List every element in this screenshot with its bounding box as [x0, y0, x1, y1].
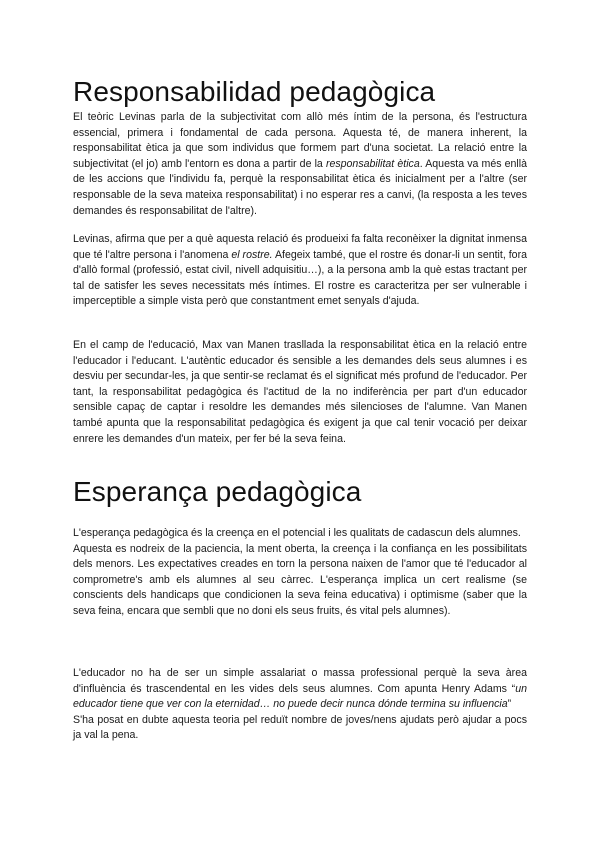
paragraph-levinas-rostre: [73, 232, 527, 310]
paragraph-text: S'ha posat en dubte aquesta teoria pel reduït nombre de joves/nens ajudats però ajudar a pocs ja val la pena.: [73, 713, 527, 742]
paragraph-text: El teòric Levinas parla de la subjectivitat com allò més íntim de la persona, és l'estructura essencial, primera i fondamental de cada persona. Aquesta té, de manera inherent, la responsabilitat ètica ja que som individus que formem part d'una societat. La relació entre la subjectivitat (el jo) amb l'entorn es dona a partir de la: [73, 111, 527, 170]
paragraph-text: . Aquesta va més enllà de les accions que l'individu fa, perquè la responsabilitat ètica és inicialment per a l'altre (ser responsable de la seva mateixa responsabilitat) i no esperar res a canvi, (la resposta a les teves demandes és responsabilitat de l'altre).: [73, 157, 528, 217]
quote-text: un educador tiene que ver con la eternidad… no puede decir nunca dónde termina su influencia: [73, 682, 527, 711]
paragraph-van-manen: En el camp de l'educació, Max van Manen trasllada la responsabilitat ètica en la relació entre l'educador i l'educant. L'autèntic educador és sensible a les demandes dels seus alumnes i es desviu per secundar-les, ja que sentir-se reclamat és el significat més profund de l'educador. Per tant, la responsabilitat pedagògica és l'actitud de la no indiferència per part d'un educador sensible capaç de captar i resoldre les demandes més silencioses de l'alumne. Van Manen també apunta que la responsabilitat pedagògica és exigent ja que cal tenir vocació per deixar enrere les demandes d'un mateix, per fer bé la seva feina.: [73, 339, 527, 445]
section-title-esperanca: Esperança pedagògica: [73, 476, 362, 507]
section-title-responsabilidad: Responsabilidad pedagògica: [73, 76, 436, 107]
emphasis-text: el rostre.: [231, 248, 273, 261]
paragraph-text: L'educador no ha de ser un simple assalariat o massa professional perquè la seva àrea d'influència és trascendental en les vides dels seus alumnes. Com apunta Henry Adams “: [73, 667, 527, 695]
emphasis-text: responsabilitat ètica: [325, 157, 420, 170]
paragraph-text: Levinas, afirma que per a què aquesta relació és produeixi fa falta reconèixer la dignitat inmensa que té l'altre persona i l'anomena: [73, 233, 527, 261]
paragraph-educador-influencia: [73, 666, 527, 744]
paragraph-text: Aquesta es nodreix de la paciencia, la ment oberta, la creença i la confiança en les possibilitats dels menors. Les expectatives creades en torn la persona naixen de l'amor que té l'educador al comprometre's amb els alumnes al seu càrrec. L'esperança implica un cert realisme (se conscients dels handicaps que condicionen la seva feina educativa) i optimisme (saber que la seva feina, encara que sembli que no doni els seus fruits, és vital pels alumnes).: [73, 542, 527, 617]
paragraph-esperanca-definition: [73, 526, 527, 620]
paragraph-text: Afegeix també, que el rostre és donar-li un sentit, fora d'allò formal (professió, estat civil, nivell adquisitiu…), a la persona amb la què estas tractant per tal de satisfer les seves necessitats més íntimes. El rostre es caracteritza per ser vulnerable i imperceptible a simple vista però que constantment emet senyals d'ajuda.: [73, 248, 527, 308]
quote-close: ”: [507, 698, 512, 711]
paragraph-text: L'esperança pedagògica és la creença en el potencial i les qualitats de cadascun dels alumnes.: [73, 527, 521, 539]
paragraph-levinas-subjectivity: [73, 110, 527, 219]
